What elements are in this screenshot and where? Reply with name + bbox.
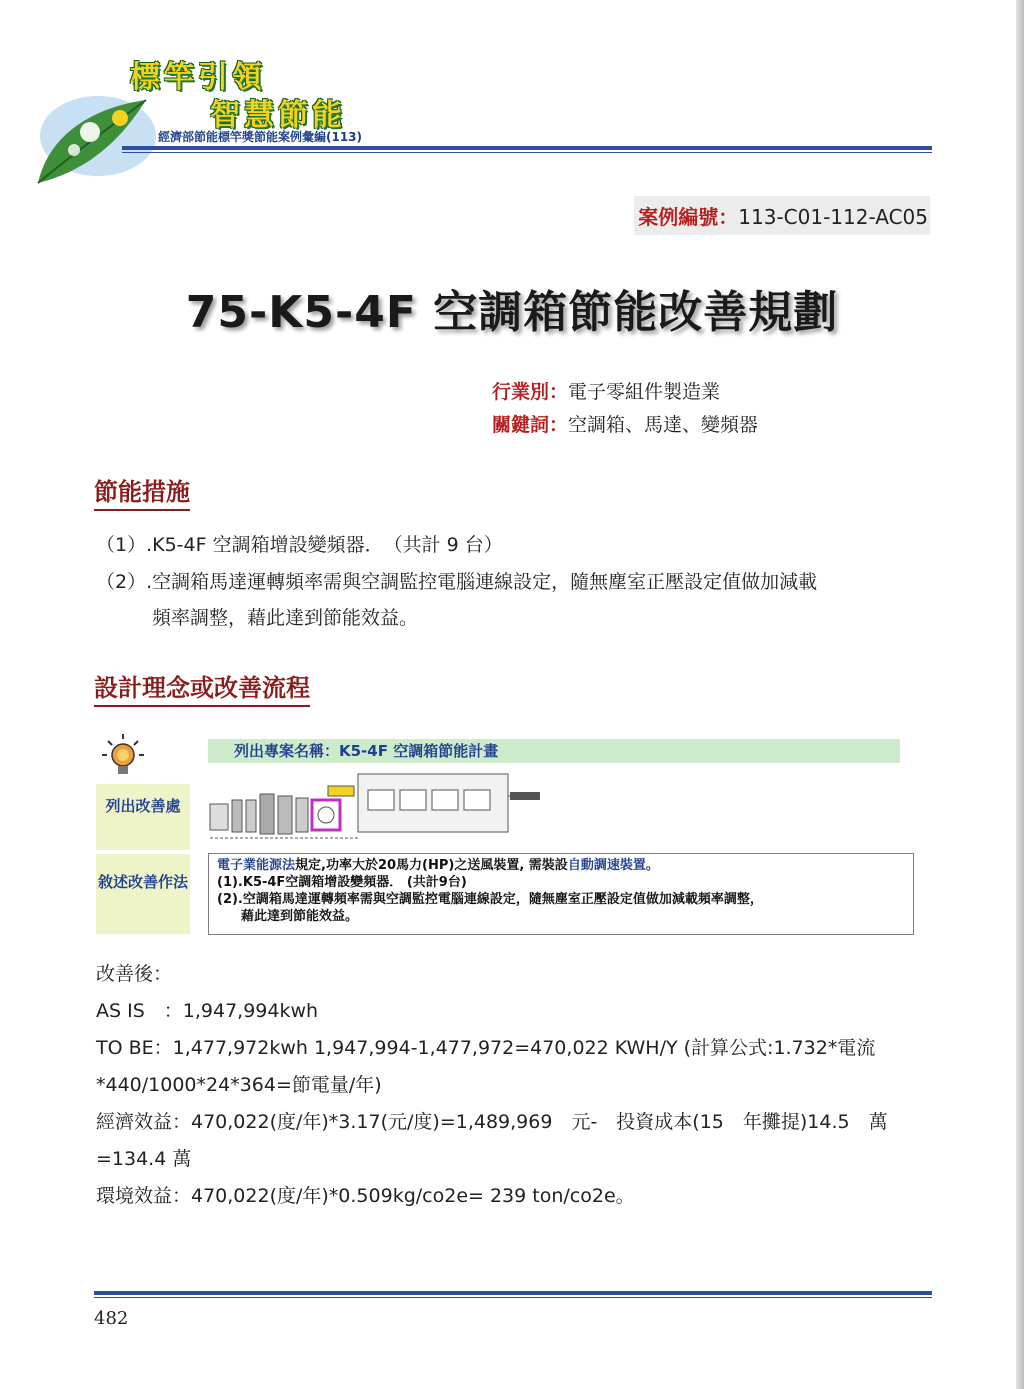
footer-rule (94, 1291, 932, 1295)
leaf-logo-icon (28, 88, 158, 188)
results-line: 經濟效益：470,022(度/年)*3.17(元/度)=1,489,969 元- 投資成本(15 年攤提)14.5 萬 (96, 1111, 888, 1133)
keywords-value: 空調箱、馬達、變頻器 (568, 414, 759, 436)
list-item-line: 頻率調整，藉此達到節能效益。 (152, 607, 419, 629)
header-subtitle: 經濟部節能標竿獎節能案例彙編(113) (158, 130, 363, 144)
industry-label: 行業別： (492, 381, 569, 403)
figure-header: 列出專案名稱：K5-4F 空調箱節能計畫 (208, 739, 900, 763)
results-line: *440/1000*24*364=節電量/年) (96, 1074, 382, 1096)
keywords-label: 關鍵詞： (492, 414, 569, 436)
results-line: AS IS ：1,947,994kwh (96, 1000, 319, 1022)
header-rule (122, 146, 932, 150)
figure-text-line: 電子業能源法規定,功率大於20馬力(HP)之送風裝置, 需裝設自動調速裝置。 (217, 858, 659, 873)
list-item: （1）.K5-4F 空調箱增設變頻器． （共計 9 台） (96, 534, 503, 556)
keywords-row (492, 410, 758, 437)
side-label-improvement-method: 敘述改善作法 (96, 854, 190, 934)
case-number-value: 113-C01-112-AC05 (738, 205, 928, 229)
ahu-diagram (208, 766, 558, 848)
header-rule-thin (122, 152, 932, 153)
logo-title-line2: 智慧節能 (210, 98, 346, 133)
industry-row (492, 377, 720, 404)
page-edge-shadow (1016, 0, 1024, 1389)
section-heading-design: 設計理念或改善流程 (94, 668, 310, 707)
figure-text-line: 藉此達到節能效益。 (241, 909, 359, 924)
page-number: 482 (94, 1308, 129, 1329)
section-heading-measures: 節能措施 (94, 472, 190, 511)
figure-text-line: (1).K5-4F空調箱增設變頻器． (共計9台) (217, 875, 467, 890)
results-block (96, 956, 932, 1215)
industry-value: 電子零組件製造業 (568, 381, 721, 403)
page-title: 75-K5-4F 空調箱節能改善規劃 (185, 287, 839, 338)
case-number-label: 案例編號： (638, 205, 739, 229)
lightbulb-icon (100, 732, 146, 778)
results-line: TO BE：1,477,972kwh 1,947,994-1,477,972=470,022 KWH/Y (計算公式:1.732*電流 (96, 1037, 876, 1059)
case-number (634, 196, 930, 235)
logo-title-line1: 標竿引領 (130, 60, 266, 95)
side-label-improvement-point: 列出改善處 (96, 784, 190, 850)
list-item (96, 564, 932, 636)
results-line: 改善後： (96, 963, 173, 985)
list-item-line: （2）.空調箱馬達運轉頻率需與空調監控電腦連線設定，隨無塵室正壓設定值做加減載 (96, 571, 818, 593)
results-line: 環境效益：470,022(度/年)*0.509kg/co2e= 239 ton/co2e。 (96, 1185, 635, 1207)
header-logo (28, 28, 408, 188)
results-line: =134.4 萬 (96, 1148, 192, 1170)
figure-text-line: (2).空調箱馬達運轉頻率需與空調監控電腦連線設定，隨無塵室正壓設定值做加減載頻率調整， (217, 892, 763, 907)
footer-rule-thin (94, 1297, 932, 1298)
process-figure (96, 732, 916, 937)
figure-description (208, 853, 914, 935)
